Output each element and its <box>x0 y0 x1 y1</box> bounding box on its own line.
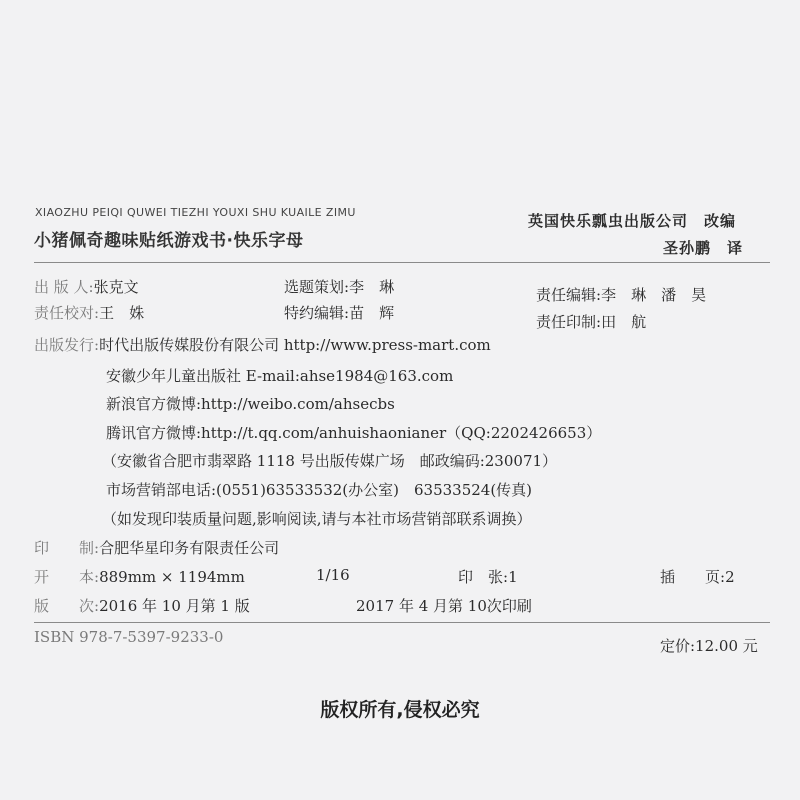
planner-value: 李 琳 <box>349 278 395 296</box>
plates-value: 2 <box>725 568 735 586</box>
publisher-info-label: 出版发行: <box>34 336 100 354</box>
format-label: 开 本: <box>34 568 100 586</box>
pub-line: （安徽省合肥市翡翠路 1118 号出版传媒广场 邮政编码:230071） <box>102 452 558 470</box>
editor-row <box>536 284 706 305</box>
edition-row <box>34 595 250 616</box>
pub-line: 市场营销部电话:(0551)63533532(办公室) 63533524(传真) <box>106 481 533 499</box>
special-editor-row <box>284 302 394 323</box>
adaptation-credit: 英国快乐瓢虫出版公司 改编 <box>528 212 737 230</box>
plates-label: 插 页: <box>660 568 726 586</box>
top-rule <box>34 262 770 263</box>
pub-line: 安徽少年儿童出版社 E-mail:ahse1984@163.com <box>106 367 454 385</box>
print-manager-label: 责任印制: <box>536 313 602 331</box>
planner-row <box>284 276 394 297</box>
planner-label: 选题策划: <box>284 278 350 296</box>
proofreader-label: 责任校对: <box>34 304 100 322</box>
publisher-row <box>34 276 139 297</box>
isbn: ISBN 978-7-5397-9233-0 <box>34 628 224 646</box>
format-value: 889mm × 1194mm <box>99 568 245 586</box>
publisher-value: 张克文 <box>93 278 139 296</box>
translator-credit: 圣孙鹏 译 <box>663 239 744 257</box>
book-title-pinyin: XIAOZHU PEIQI QUWEI TIEZHI YOUXI SHU KUAILE ZIMU <box>35 206 356 219</box>
proofreader-value: 王 姝 <box>99 304 145 322</box>
publisher-info-row <box>34 334 491 355</box>
print-manager-row <box>536 311 646 332</box>
publisher-company: 时代出版传媒股份有限公司 <box>99 336 280 354</box>
pub-line: （如发现印装质量问题,影响阅读,请与本社市场营销部联系调换） <box>102 510 532 528</box>
printer-row <box>34 537 279 558</box>
special-editor-value: 苗 辉 <box>349 304 395 322</box>
copyright-notice: 版权所有,侵权必究 <box>320 699 480 721</box>
publisher-label: 出 版 人: <box>34 278 94 296</box>
printer-label: 印 制: <box>34 539 100 557</box>
publisher-url: http://www.press-mart.com <box>283 336 491 354</box>
price: 定价:12.00 元 <box>660 637 758 655</box>
edition-value: 2016 年 10 月第 1 版 <box>99 597 250 615</box>
edition-label: 版 次: <box>34 597 100 615</box>
print-manager-value: 田 航 <box>601 313 647 331</box>
editor-value: 李 琳 潘 昊 <box>601 286 707 304</box>
sheets-value: 1 <box>508 568 518 586</box>
format-row <box>34 566 245 587</box>
book-title: 小猪佩奇趣味贴纸游戏书·快乐字母 <box>34 231 304 251</box>
proofreader-row <box>34 302 144 323</box>
printing-value: 2017 年 4 月第 10次印刷 <box>356 597 532 615</box>
sheets-row <box>458 566 518 587</box>
printer-value: 合肥华星印务有限责任公司 <box>99 539 280 557</box>
plates-row <box>660 566 735 587</box>
pub-line: 腾讯官方微博:http://t.qq.com/anhuishaonianer（QQ:2202426653） <box>106 424 602 442</box>
pub-line: 新浪官方微博:http://weibo.com/ahsecbs <box>106 395 395 413</box>
bottom-rule <box>34 622 770 623</box>
format-fraction: 1/16 <box>316 566 350 584</box>
sheets-label: 印 张: <box>458 568 509 586</box>
special-editor-label: 特约编辑: <box>284 304 350 322</box>
editor-label: 责任编辑: <box>536 286 602 304</box>
